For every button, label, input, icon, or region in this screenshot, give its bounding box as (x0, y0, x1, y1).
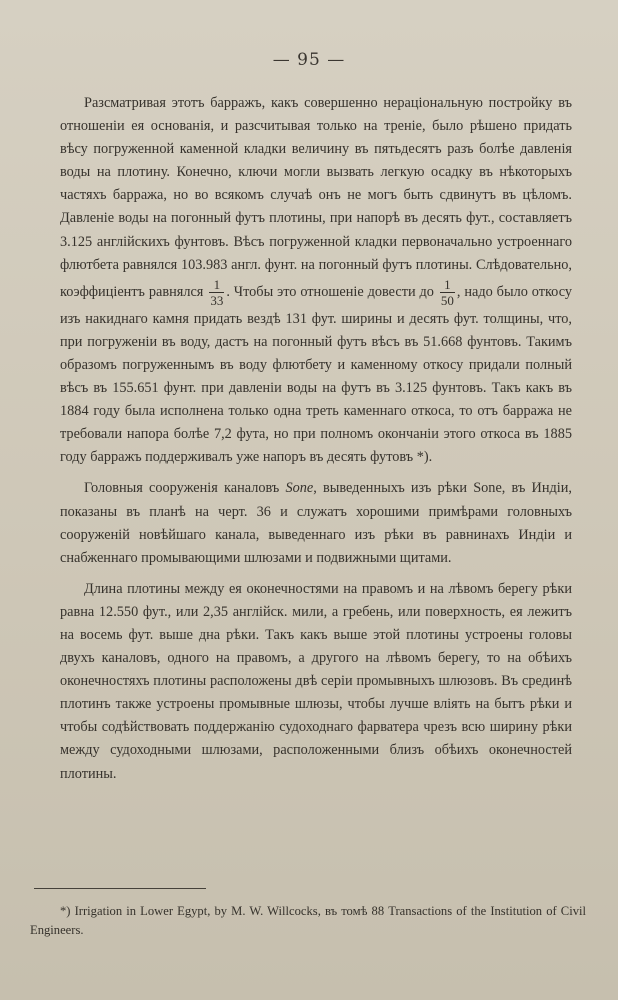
paragraph-barrage-weight (60, 92, 572, 469)
fraction-denominator: 50 (440, 292, 454, 308)
fraction-one-thirty-third (209, 277, 224, 308)
paragraph-2-part-a: Головныя сооруженія каналовъ (84, 480, 280, 497)
fraction-numerator: 1 (440, 277, 455, 293)
paragraph-1-part-c: , надо было откосу изъ накиднаго камня придать вездѣ 131 фут. ширины и десять фут. толщины, что, при погруженіи въ воду, дастъ на погонный футъ вѣсъ въ 51.668 фунтовъ. Такимъ образомъ погруженнымъ въ воду флютбету и каменному откосу придали полный вѣсъ въ 155.651 фунт. при давленіи воды на футъ въ 3.125 фунтовъ. Такъ какъ въ 1884 году была исполнена только одна треть каменнаго откоса, то отъ барража не требовали напора болѣе 7,2 фута, но при полномъ окончаніи этого откоса въ 1885 году барражъ поддерживалъ уже напоръ въ десять футовъ *). (60, 283, 572, 466)
sone-italic-name: Sone (285, 480, 314, 497)
paragraph-sone-canals (60, 477, 572, 569)
footnote-divider (34, 888, 206, 889)
paragraph-1-part-a: Разсматривая этотъ барражъ, какъ совершенно нераціональную постройку въ отношеніи ея основанія, и разсчитывая только на треніе, было рѣшено придать вѣсу погруженной каменной кладки величину въ пятьдесятъ разъ болѣе давленія воды на плотину. Конечно, ключи могли вызвать легкую осадку въ нѣкоторыхъ частяхъ барража, но во всякомъ случаѣ онъ не могъ быть сдвинутъ въ цѣломъ. Давленіе воды на погонный футъ плотины, при напорѣ въ десять фут., составляетъ 3.125 англійскихъ фунтовъ. Вѣсъ погруженной кладки первоначально устроеннаго флютбета равнялся 103.983 англ. фунт. на погонный футъ плотины. Слѣдовательно, коэффиціентъ равнялся (60, 95, 572, 300)
paragraph-dam-length: Длина плотины между ея оконечностями на правомъ и на лѣвомъ берегу рѣки равна 12.550 фут., или 2,35 англійск. мили, а гребень, или поверхность, ея лежитъ на восемь фут. выше дна рѣки. Такъ какъ выше этой плотины устроены головы двухъ каналовъ, одного на правомъ, а другого на лѣвомъ берегу, то на обѣихъ оконечностяхъ плотины расположены двѣ серіи промывныхъ шлюзовъ. Въ срединѣ плотинъ также устроены промывные шлюзы, чтобы лучше вліять на бытъ рѣки и чтобы содѣйствовать поддержанію судоходнаго фарватера чрезъ всю ширину рѣки между судоходными шлюзами, расположенными близъ обѣихъ оконечностей плотины. (60, 580, 572, 782)
page-number: — 95 — (272, 50, 346, 70)
body-text (60, 92, 572, 794)
fraction-one-fiftieth (440, 277, 455, 308)
footnote: *) Irrigation in Lower Egypt, by M. W. Willcocks, въ томѣ 88 Transactions of the Institution of Civil Engineers. (30, 904, 586, 937)
fraction-numerator: 1 (209, 277, 224, 293)
fraction-denominator: 33 (210, 292, 224, 308)
paragraph-2-part-b: , выведенныхъ изъ рѣки Sone, въ Индіи, показаны въ планѣ на черт. 36 и служатъ хорошими примѣрами головныхъ сооруженій новѣйшаго канала, выведеннаго изъ рѣки въ равнинахъ Индіи и снабженнаго промывающими шлюзами и подвижными щитами. (60, 480, 572, 566)
paragraph-1-part-b: . Чтобы это отношеніе довести до (226, 283, 434, 300)
